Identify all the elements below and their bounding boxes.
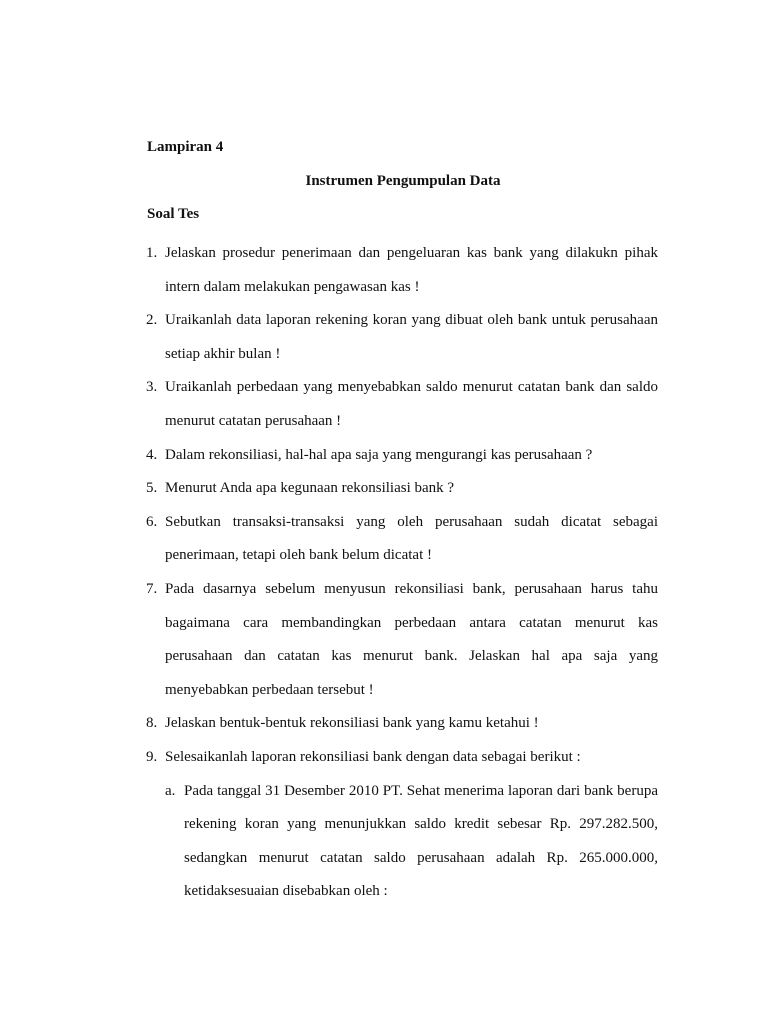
question-number: 6. (146, 513, 158, 530)
sub-item-text: Pada tanggal 31 Desember 2010 PT. Sehat menerima laporan dari bank berupa rekening koran yang menunjukkan saldo kredit sebesar Rp. 297.282.500, sedangkan menurut catatan saldo perusahaan adalah Rp. 265.000.000, ketidaksesuaian disebabkan oleh : (184, 782, 658, 900)
question-number: 5. (146, 480, 158, 497)
question-text: Pada dasarnya sebelum menyusun rekonsiliasi bank, perusahaan harus tahu bagaimana cara membandingkan perbedaan antara catatan menurut kas perusahaan dan catatan kas menurut bank. Jelaskan hal apa saja yang menyebabkan perbedaan tersebut ! (165, 580, 658, 698)
sub-item-letter: a. (165, 782, 176, 799)
question-item (146, 371, 658, 438)
document-title-text: Instrumen Pengumpulan Data (305, 173, 501, 189)
question-text: Sebutkan transaksi-transaksi yang oleh perusahaan sudah dicatat sebagai penerimaan, tetapi oleh bank belum dicatat ! (165, 513, 658, 564)
question-item (146, 304, 658, 371)
question-list (146, 237, 658, 909)
question-text: Jelaskan prosedur penerimaan dan pengeluaran kas bank yang dilakukn pihak intern dalam melakukan pengawasan kas ! (165, 245, 658, 295)
sub-item (165, 775, 658, 909)
question-number: 2. (146, 312, 158, 329)
question-text: Uraikanlah perbedaan yang menyebabkan saldo menurut catatan bank dan saldo menurut catatan perusahaan ! (165, 379, 658, 429)
question-item (146, 506, 658, 573)
question-item (146, 707, 658, 741)
question-text: Dalam rekonsiliasi, hal-hal apa saja yang mengurangi kas perusahaan ? (165, 446, 593, 463)
question-text: Jelaskan bentuk-bentuk rekonsiliasi bank yang kamu ketahui ! (165, 715, 539, 732)
document-title (0, 172, 768, 190)
appendix-label: Lampiran 4 (147, 139, 224, 155)
question-text: Uraikanlah data laporan rekening koran yang dibuat oleh bank untuk perusahaan setiap akhir bulan ! (165, 312, 658, 362)
question-item (146, 573, 658, 707)
question-number: 7. (146, 580, 158, 597)
question-number: 4. (146, 446, 158, 463)
question-item (146, 741, 658, 909)
question-number: 3. (146, 379, 158, 396)
question-item (146, 237, 658, 304)
question-text: Selesaikanlah laporan rekonsiliasi bank dengan data sebagai berikut : (165, 748, 581, 765)
question-item (146, 439, 658, 473)
question-number: 8. (146, 715, 158, 732)
question-item (146, 472, 658, 506)
section-label: Soal Tes (147, 206, 200, 222)
question-text: Menurut Anda apa kegunaan rekonsiliasi bank ? (165, 480, 455, 497)
question-number: 1. (146, 245, 158, 261)
question-number: 9. (146, 748, 158, 765)
